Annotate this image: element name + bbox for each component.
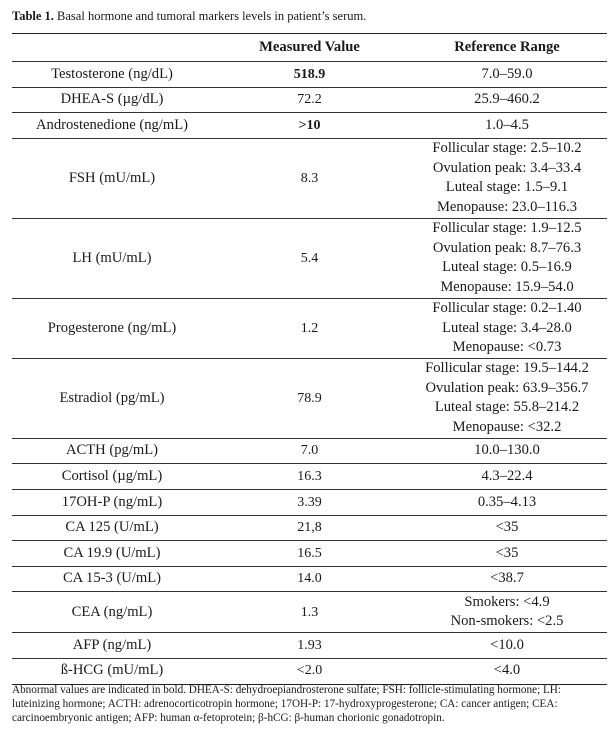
- table-header-row: [12, 34, 607, 62]
- reference-range-line: <35: [495, 544, 519, 561]
- reference-range-line: Ovulation peak: 3.4–33.4: [432, 159, 582, 176]
- table-caption-label: Table 1.: [12, 9, 54, 23]
- table-row: [12, 541, 607, 567]
- reference-range-line: Menopause: 23.0–116.3: [436, 198, 578, 215]
- measured-value: 21,8: [212, 515, 407, 541]
- table-row: [12, 592, 607, 633]
- table-row: [12, 358, 607, 438]
- reference-range-line: Menopause: 15.9–54.0: [440, 278, 574, 295]
- measured-value: >10: [212, 113, 407, 139]
- table-row: [12, 87, 607, 113]
- reference-range: [407, 62, 607, 88]
- reference-range-line: <35: [495, 519, 519, 536]
- measured-value: 16.3: [212, 464, 407, 490]
- header-parameter: [12, 34, 212, 62]
- reference-range: [407, 489, 607, 515]
- measured-value: 7.0: [212, 438, 407, 464]
- measured-value: 1.2: [212, 298, 407, 358]
- table-row: [12, 113, 607, 139]
- reference-range-line: Follicular stage: 1.9–12.5: [432, 220, 582, 237]
- reference-range-line: Menopause: <32.2: [452, 418, 562, 435]
- reference-range: [407, 464, 607, 490]
- reference-range-line: <10.0: [490, 636, 524, 653]
- reference-range: [407, 438, 607, 464]
- table-caption-text: Basal hormone and tumoral markers levels in patient’s serum.: [57, 9, 367, 23]
- measured-value: 1.93: [212, 633, 407, 659]
- reference-range-line: Follicular stage: 2.5–10.2: [432, 140, 582, 157]
- measured-value: 5.4: [212, 218, 407, 298]
- parameter-name: CEA (ng/mL): [12, 592, 212, 633]
- table-caption: [12, 8, 607, 24]
- measured-value: 518.9: [212, 62, 407, 88]
- table-row: [12, 218, 607, 298]
- reference-range-line: 1.0–4.5: [485, 116, 529, 133]
- reference-range: [407, 566, 607, 592]
- reference-range-line: Luteal stage: 55.8–214.2: [434, 399, 580, 416]
- reference-range-line: Luteal stage: 3.4–28.0: [442, 319, 572, 336]
- parameter-name: ß-HCG (mU/mL): [12, 658, 212, 684]
- parameter-name: FSH (mU/mL): [12, 138, 212, 218]
- parameter-name: Estradiol (pg/mL): [12, 358, 212, 438]
- parameter-name: Androstenedione (ng/mL): [12, 113, 212, 139]
- table-row: [12, 62, 607, 88]
- parameter-name: CA 19.9 (U/mL): [12, 541, 212, 567]
- reference-range: [407, 541, 607, 567]
- reference-range-line: 10.0–130.0: [474, 442, 540, 459]
- measured-value: 8.3: [212, 138, 407, 218]
- reference-range: [407, 633, 607, 659]
- reference-range: [407, 87, 607, 113]
- reference-range: [407, 358, 607, 438]
- table-row: [12, 464, 607, 490]
- reference-range-line: Follicular stage: 0.2–1.40: [432, 300, 582, 317]
- table-row: [12, 633, 607, 659]
- reference-range-line: Ovulation peak: 63.9–356.7: [425, 379, 589, 396]
- hormone-table: [12, 33, 607, 685]
- reference-range-line: <38.7: [490, 570, 524, 587]
- parameter-name: LH (mU/mL): [12, 218, 212, 298]
- measured-value: <2.0: [212, 658, 407, 684]
- reference-range: [407, 592, 607, 633]
- header-measured-value: Measured Value: [212, 34, 407, 62]
- measured-value: 78.9: [212, 358, 407, 438]
- parameter-name: Testosterone (ng/dL): [12, 62, 212, 88]
- table-row: [12, 138, 607, 218]
- table-row: [12, 515, 607, 541]
- header-reference-range: Reference Range: [407, 34, 607, 62]
- measured-value: 1.3: [212, 592, 407, 633]
- reference-range: [407, 218, 607, 298]
- reference-range-line: 25.9–460.2: [474, 91, 540, 108]
- parameter-name: CA 125 (U/mL): [12, 515, 212, 541]
- parameter-name: AFP (ng/mL): [12, 633, 212, 659]
- measured-value: 3.39: [212, 489, 407, 515]
- reference-range: [407, 113, 607, 139]
- parameter-name: DHEA-S (µg/dL): [12, 87, 212, 113]
- parameter-name: Progesterone (ng/mL): [12, 298, 212, 358]
- parameter-name: CA 15-3 (U/mL): [12, 566, 212, 592]
- reference-range-line: Luteal stage: 1.5–9.1: [445, 179, 569, 196]
- reference-range-line: Luteal stage: 0.5–16.9: [442, 259, 572, 276]
- measured-value: 16.5: [212, 541, 407, 567]
- table-footnote: Abnormal values are indicated in bold. DHEA-S: dehydroepiandrosterone sulfate; FSH: follicle-stimulating hormone; LH: luteinizing hormone; ACTH: adrenocorticotropin hormone; 17OH-P: 17-hydroxyprogesterone; CA: cancer antigen; CEA: carcinoembryonic antigen; AFP: human α-fetoprotein; β-hCG: β-human chorionic gonadotropin.: [12, 684, 561, 724]
- parameter-name: 17OH-P (ng/mL): [12, 489, 212, 515]
- table-row: [12, 566, 607, 592]
- reference-range: [407, 298, 607, 358]
- reference-range-line: Follicular stage: 19.5–144.2: [425, 360, 589, 377]
- reference-range-line: 4.3–22.4: [481, 467, 533, 484]
- table-row: [12, 658, 607, 684]
- table-row: [12, 298, 607, 358]
- reference-range-line: Non-smokers: <2.5: [450, 613, 564, 630]
- table-row: [12, 489, 607, 515]
- reference-range-line: Ovulation peak: 8.7–76.3: [432, 239, 582, 256]
- measured-value: 72.2: [212, 87, 407, 113]
- reference-range-line: <4.0: [493, 662, 521, 679]
- parameter-name: ACTH (pg/mL): [12, 438, 212, 464]
- reference-range-line: Smokers: <4.9: [464, 593, 550, 610]
- measured-value: 14.0: [212, 566, 407, 592]
- parameter-name: Cortisol (µg/mL): [12, 464, 212, 490]
- reference-range-line: 7.0–59.0: [481, 65, 533, 82]
- reference-range-line: Menopause: <0.73: [452, 339, 562, 356]
- reference-range: [407, 515, 607, 541]
- reference-range: [407, 658, 607, 684]
- reference-range-line: 0.35–4.13: [477, 493, 537, 510]
- table-row: [12, 438, 607, 464]
- reference-range: [407, 138, 607, 218]
